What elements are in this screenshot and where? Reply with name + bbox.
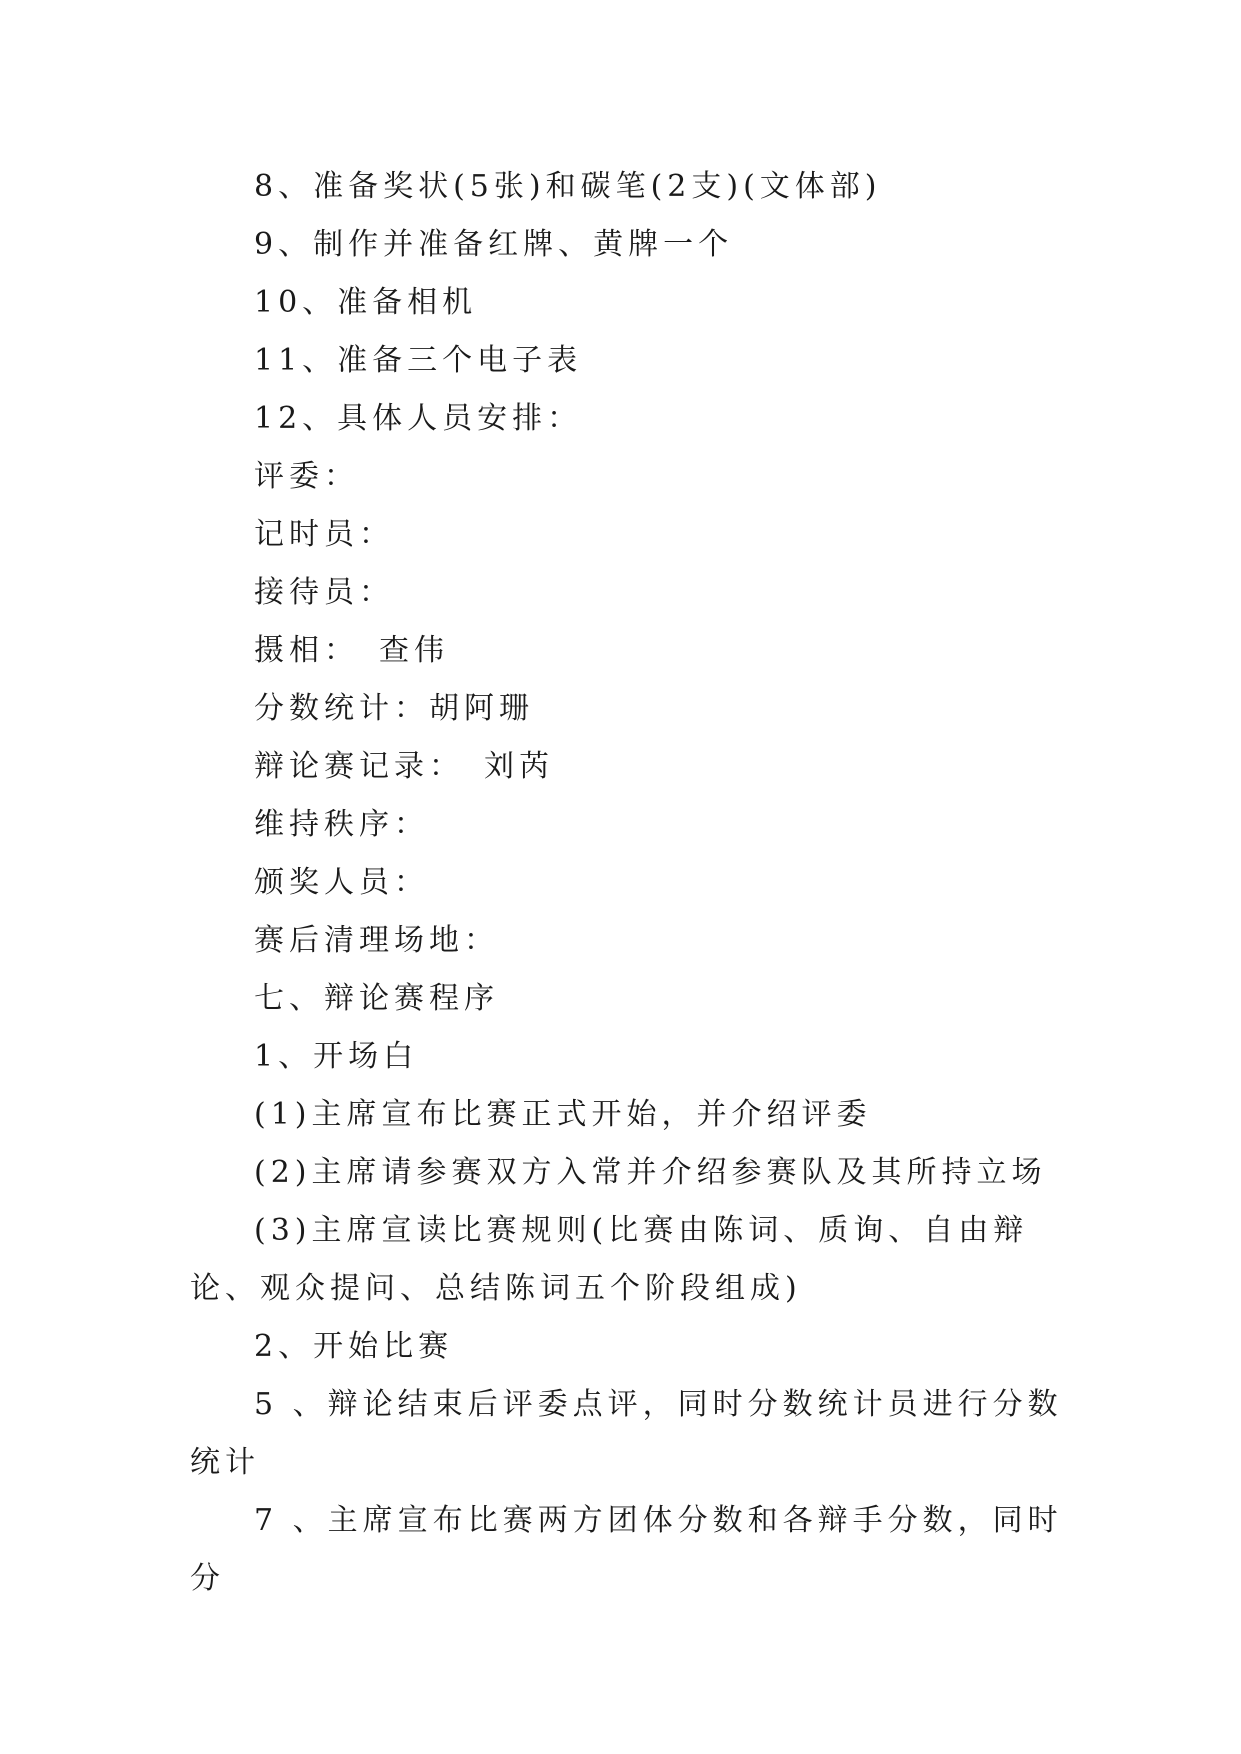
role-venue-cleanup: 赛后清理场地： [254,923,499,958]
procedure-substep-1: (1)主席宣布比赛正式开始，并介绍评委 [254,1097,872,1132]
procedure-step-7: 7 、主席宣布比赛两方团体分数和各辩手分数，同时分 [190,1503,1063,1596]
procedure-step-2: 2、开始比赛 [254,1329,454,1364]
role-award-presenter: 颁奖人员： [254,865,429,900]
document-body [190,158,1070,1608]
procedure-substep-2: (2)主席请参赛双方入常并介绍参赛队及其所持立场 [254,1155,1047,1190]
role-judges: 评委： [254,459,359,494]
paragraph-item-10: 10、准备相机 [254,285,478,320]
procedure-step-5: 5 、辩论结束后评委点评，同时分数统计员进行分数统计 [190,1387,1063,1480]
paragraph-item-8: 8、准备奖状(5张)和碳笔(2支)(文体部) [254,169,882,204]
paragraph-item-12: 12、具体人员安排： [254,401,583,436]
role-timekeeper: 记时员： [254,517,394,552]
role-score-statistics: 分数统计：胡阿珊 [254,691,534,726]
procedure-step-1: 1、开场白 [254,1039,419,1074]
section-heading-procedure: 七、辩论赛程序 [254,981,499,1016]
role-order-keeper: 维持秩序： [254,807,429,842]
role-photographer: 摄相： 查伟 [254,633,449,668]
role-receptionist: 接待员： [254,575,394,610]
paragraph-item-11: 11、准备三个电子表 [254,343,583,378]
paragraph-item-9: 9、制作并准备红牌、黄牌一个 [254,227,734,262]
role-debate-recorder: 辩论赛记录： 刘芮 [254,749,554,784]
procedure-substep-3: (3)主席宣读比赛规则(比赛由陈词、质询、自由辩论、观众提问、总结陈词五个阶段组成) [190,1213,1029,1306]
